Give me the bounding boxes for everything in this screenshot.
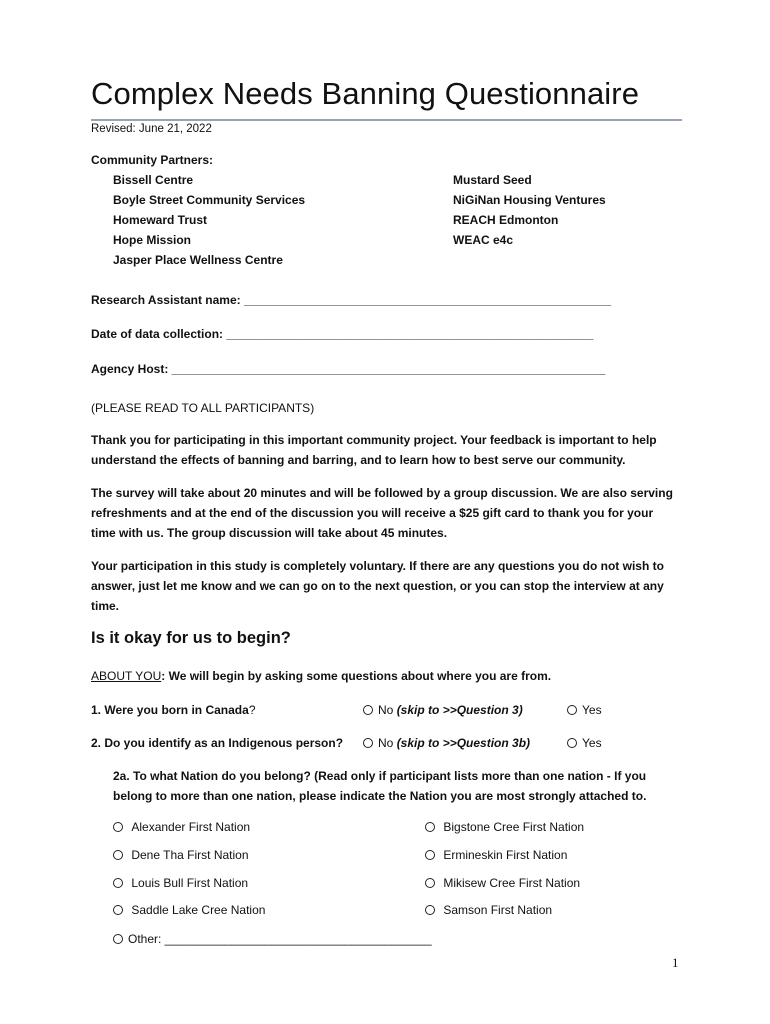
partner-left-item: Bissell Centre [113,173,194,187]
question-1-no-label: No [378,703,394,717]
nation-option[interactable] [113,820,250,834]
radio-icon[interactable] [363,738,373,748]
question-1 [91,703,256,717]
nation-option-label: Bigstone Cree First Nation [443,820,585,834]
question-1-text: 1. Were you born in Canada [91,703,249,717]
partner-right-item: NiGiNan Housing Ventures [453,193,606,207]
date-collection-field[interactable]: Date of data collection: _______________________________________________________ [91,327,594,341]
partner-left-item: Jasper Place Wellness Centre [113,253,283,267]
nation-option-label: Louis Bull First Nation [131,876,249,890]
page-number: 1 [672,955,679,970]
radio-icon[interactable] [113,905,123,915]
radio-icon[interactable] [425,822,435,832]
nation-option[interactable] [425,876,580,890]
question-2a-text: 2a. To what Nation do you belong? (Read only if participant lists more than one nation - If you belong to more than one nation, please indicate the Nation you are most strongly attached to. [113,769,647,803]
question-2-no-option[interactable] [363,736,530,750]
partners-heading: Community Partners: [91,153,214,167]
question-2-yes-label: Yes [582,736,602,750]
radio-icon[interactable] [113,822,123,832]
question-2-yes-option[interactable] [567,736,602,750]
radio-icon[interactable] [363,705,373,715]
partner-right-item: Mustard Seed [453,173,532,187]
question-2-text: 2. Do you identify as an Indigenous person? [91,736,344,750]
nation-option-label: Ermineskin First Nation [443,848,568,862]
begin-heading: Is it okay for us to begin? [91,629,291,647]
radio-icon[interactable] [425,905,435,915]
read-instruction: (PLEASE READ TO ALL PARTICIPANTS) [91,401,315,415]
nation-option[interactable] [425,848,567,862]
nation-other-label[interactable]: Other: ________________________________________ [128,932,432,946]
nation-option[interactable] [425,820,584,834]
about-you-line [91,669,551,683]
radio-icon[interactable] [425,878,435,888]
about-you-label: ABOUT YOU [91,669,162,683]
nation-option-label: Dene Tha First Nation [131,848,249,862]
question-1-yes-option[interactable] [567,703,602,717]
nation-option[interactable] [425,903,552,917]
question-1-skip-note: (skip to >>Question 3) [396,703,523,717]
nation-option-label: Saddle Lake Cree Nation [131,903,266,917]
question-1-yes-label: Yes [582,703,602,717]
radio-icon[interactable] [113,934,123,944]
revised-date: Revised: June 21, 2022 [91,123,212,135]
partner-left-item: Boyle Street Community Services [113,193,306,207]
partner-left-item: Homeward Trust [113,213,208,227]
research-assistant-field[interactable]: Research Assistant name: _______________________________________________________ [91,293,612,307]
question-2-no-label: No [378,736,394,750]
nation-option-label: Samson First Nation [443,903,553,917]
about-you-text: : We will begin by asking some questions about where you are from. [161,669,552,683]
radio-icon[interactable] [113,850,123,860]
nation-option-label: Mikisew Cree First Nation [443,876,581,890]
question-1-no-option[interactable] [363,703,523,717]
document-title: Complex Needs Banning Questionnaire [91,76,640,111]
radio-icon[interactable] [113,878,123,888]
intro-paragraph-2: The survey will take about 20 minutes and will be followed by a group discussion. We are also serving refreshments and at the end of the discussion you will receive a $25 gift card to thank you for your time with us. The group discussion will take about 45 minutes. [91,486,673,540]
nation-option[interactable] [113,848,249,862]
nation-option-label: Alexander First Nation [131,820,251,834]
partner-right-item: REACH Edmonton [453,213,559,227]
question-1-mark: ? [248,703,256,717]
radio-icon[interactable] [425,850,435,860]
radio-icon[interactable] [567,705,577,715]
nation-option[interactable] [113,876,248,890]
nation-option[interactable] [113,903,265,917]
intro-paragraph-1: Thank you for participating in this important community project. Your feedback is important to help understand the effects of banning and barring, and to learn how to best serve our community. [91,433,657,467]
partner-left-item: Hope Mission [113,233,192,247]
nation-other-option[interactable] [113,932,432,946]
partner-right-item: WEAC e4c [453,233,514,247]
intro-paragraph-3: Your participation in this study is completely voluntary. If there are any questions you do not wish to answer, just let me know and we can go on to the next question, or you can stop the interview at any time. [91,559,664,613]
radio-icon[interactable] [567,738,577,748]
agency-host-field[interactable]: Agency Host: _________________________________________________________________ [91,362,606,376]
question-2-skip-note: (skip to >>Question 3b) [396,736,531,750]
title-divider [91,119,682,121]
